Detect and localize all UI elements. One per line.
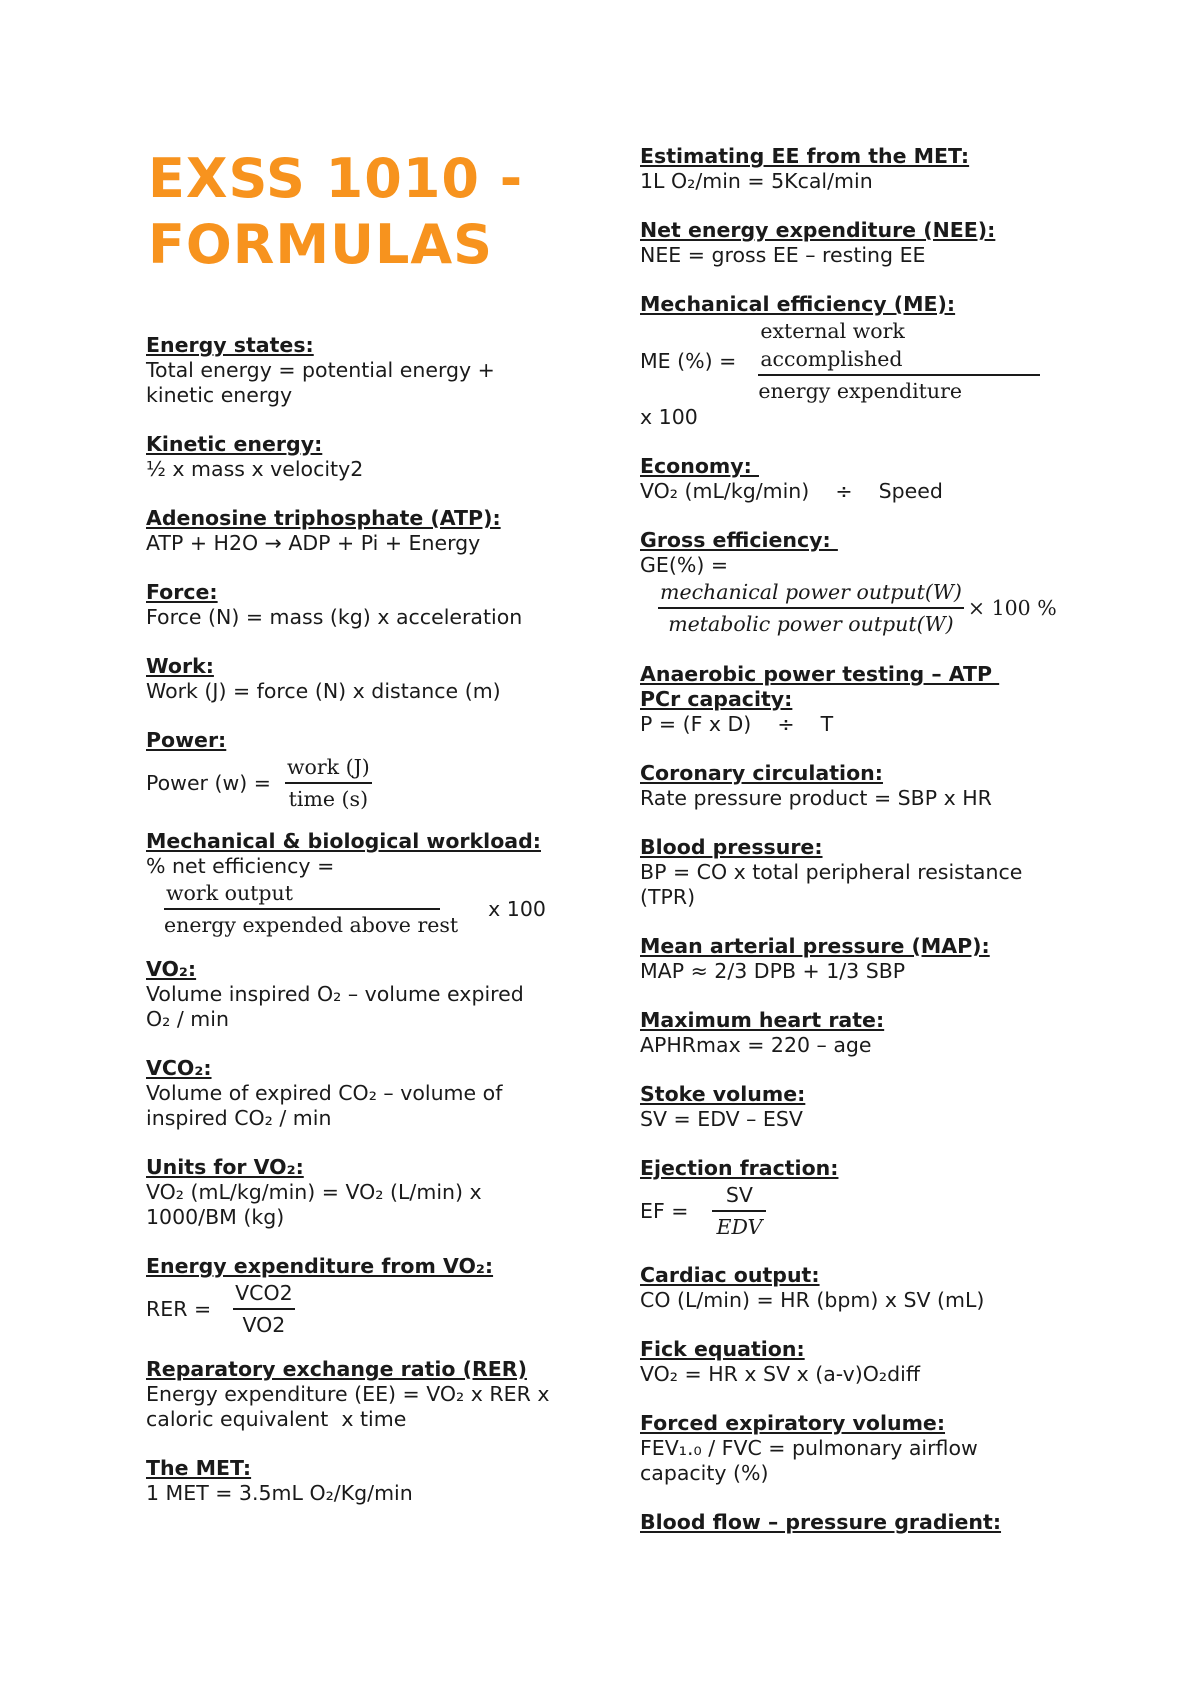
heading: Cardiac output: — [640, 1263, 820, 1287]
text-line: P = (F x D) ÷ T — [640, 712, 834, 736]
workload-formula — [146, 879, 586, 939]
text-line: (TPR) — [640, 885, 696, 909]
text-line: 1L O₂/min = 5Kcal/min — [640, 169, 873, 193]
section-nee — [640, 218, 1060, 268]
formula-lhs: ME (%) = — [640, 348, 737, 373]
text-line: Total energy = potential energy + — [146, 358, 495, 382]
fraction — [658, 578, 964, 638]
multiplier: x 100 — [488, 896, 546, 921]
numerator: SV — [712, 1181, 766, 1212]
section-ee-met — [640, 144, 1060, 194]
heading: Force: — [146, 580, 218, 604]
me-formula — [640, 317, 1060, 405]
heading: Blood pressure: — [640, 835, 823, 859]
section-ef — [640, 1156, 1060, 1241]
section-ee-vo2 — [146, 1254, 586, 1339]
section-bp — [640, 835, 1060, 910]
text-line: ½ x mass x velocity2 — [146, 457, 364, 481]
heading: Net energy expenditure (NEE): — [640, 218, 996, 242]
numerator: external work accomplished — [758, 317, 1040, 376]
fraction — [712, 1181, 766, 1241]
text-line: Volume inspired O₂ – volume expired — [146, 982, 524, 1006]
heading: VCO₂: — [146, 1056, 212, 1080]
ef-formula — [640, 1181, 1060, 1241]
text-line: VO₂ = HR x SV x (a-v)O₂diff — [640, 1362, 920, 1386]
section-units — [146, 1155, 586, 1230]
numerator: mechanical power output(W) — [658, 578, 964, 609]
denominator: time (s) — [288, 787, 369, 811]
denominator: VO2 — [242, 1313, 286, 1337]
text-line: GE(%) = — [640, 553, 729, 577]
section-workload — [146, 829, 586, 939]
fraction — [164, 879, 458, 939]
formula-lhs: EF = — [640, 1198, 689, 1223]
section-power — [146, 728, 586, 813]
section-met — [146, 1456, 586, 1506]
heading: Gross efficiency: — [640, 528, 838, 552]
text-line: VO₂ (mL/kg/min) = VO₂ (L/min) x — [146, 1180, 482, 1204]
text-line: BP = CO x total peripheral resistance — [640, 860, 1023, 884]
text-line: CO (L/min) = HR (bpm) x SV (mL) — [640, 1288, 985, 1312]
text-line: O₂ / min — [146, 1007, 229, 1031]
section-flow — [640, 1510, 1060, 1535]
fraction — [233, 1279, 295, 1339]
numerator: work (J) — [285, 753, 372, 784]
formula-lhs: Power (w) = — [146, 770, 271, 795]
power-formula — [146, 753, 586, 813]
page-title: EXSS 1010 - FORMULAS — [148, 147, 524, 276]
section-work — [146, 654, 586, 704]
ge-formula — [640, 578, 1060, 638]
heading: Anaerobic power testing – ATP — [640, 662, 1000, 686]
section-coronary — [640, 761, 1060, 811]
text-line: kinetic energy — [146, 383, 293, 407]
text-line: MAP ≈ 2/3 DPB + 1/3 SBP — [640, 959, 906, 983]
heading: VO₂: — [146, 957, 197, 981]
text-line: caloric equivalent x time — [146, 1407, 407, 1431]
heading: Economy: — [640, 454, 759, 478]
text-line: % net efficiency = — [146, 854, 335, 878]
fraction — [285, 753, 372, 813]
section-vco2 — [146, 1056, 586, 1131]
text-line: 1 MET = 3.5mL O₂/Kg/min — [146, 1481, 413, 1505]
section-fick — [640, 1337, 1060, 1387]
heading: Stoke volume: — [640, 1082, 806, 1106]
heading: Forced expiratory volume: — [640, 1411, 946, 1435]
section-sv — [640, 1082, 1060, 1132]
left-column — [146, 333, 586, 1530]
heading: Mechanical & biological workload: — [146, 829, 541, 853]
heading: Fick equation: — [640, 1337, 805, 1361]
section-gross — [640, 528, 1060, 638]
heading: The MET: — [146, 1456, 252, 1480]
section-mhr — [640, 1008, 1060, 1058]
denominator: EDV — [716, 1215, 763, 1239]
heading: Reparatory exchange ratio (RER) — [146, 1357, 527, 1381]
denominator: metabolic power output(W) — [668, 612, 954, 636]
text-line: Energy expenditure (EE) = VO₂ x RER x — [146, 1382, 550, 1406]
heading: Maximum heart rate: — [640, 1008, 885, 1032]
section-map — [640, 934, 1060, 984]
text-line: inspired CO₂ / min — [146, 1106, 332, 1130]
section-co — [640, 1263, 1060, 1313]
section-atp — [146, 506, 586, 556]
text-line: 1000/BM (kg) — [146, 1205, 285, 1229]
text-line: capacity (%) — [640, 1461, 769, 1485]
fraction — [758, 317, 1040, 405]
heading: PCr capacity: — [640, 687, 793, 711]
heading: Energy expenditure from VO₂: — [146, 1254, 494, 1278]
text-line: SV = EDV – ESV — [640, 1107, 803, 1131]
section-force — [146, 580, 586, 630]
text-line: Force (N) = mass (kg) x acceleration — [146, 605, 523, 629]
section-vo2 — [146, 957, 586, 1032]
heading: Kinetic energy: — [146, 432, 323, 456]
text-line: NEE = gross EE – resting EE — [640, 243, 926, 267]
denominator: energy expended above rest — [164, 913, 459, 937]
heading: Work: — [146, 654, 214, 678]
text-line: Volume of expired CO₂ – volume of — [146, 1081, 503, 1105]
rer-formula — [146, 1279, 586, 1339]
section-economy — [640, 454, 1060, 504]
section-fev — [640, 1411, 1060, 1486]
numerator: VCO2 — [233, 1279, 295, 1310]
numerator: work output — [164, 879, 440, 910]
section-anaerobic — [640, 662, 1060, 737]
text-line: x 100 — [640, 405, 698, 429]
text-line: Rate pressure product = SBP x HR — [640, 786, 992, 810]
heading: Energy states: — [146, 333, 314, 357]
section-energy-states — [146, 333, 586, 408]
heading: Mechanical efficiency (ME): — [640, 292, 956, 316]
text-line: FEV₁.₀ / FVC = pulmonary airflow — [640, 1436, 978, 1460]
heading: Estimating EE from the MET: — [640, 144, 970, 168]
text-line: VO₂ (mL/kg/min) ÷ Speed — [640, 479, 943, 503]
heading: Adenosine triphosphate (ATP): — [146, 506, 501, 530]
multiplier: × 100 % — [967, 595, 1057, 620]
heading: Power: — [146, 728, 227, 752]
text-line: ATP + H2O → ADP + Pi + Energy — [146, 531, 481, 555]
formula-lhs: RER = — [146, 1296, 212, 1321]
text-line: APHRmax = 220 – age — [640, 1033, 872, 1057]
section-rer — [146, 1357, 586, 1432]
right-column — [640, 144, 1060, 1559]
denominator: energy expenditure — [758, 379, 963, 403]
heading: Coronary circulation: — [640, 761, 883, 785]
heading: Blood flow – pressure gradient: — [640, 1510, 1002, 1534]
heading: Units for VO₂: — [146, 1155, 304, 1179]
section-kinetic — [146, 432, 586, 482]
text-line: Work (J) = force (N) x distance (m) — [146, 679, 501, 703]
heading: Mean arterial pressure (MAP): — [640, 934, 990, 958]
section-me — [640, 292, 1060, 430]
heading: Ejection fraction: — [640, 1156, 839, 1180]
